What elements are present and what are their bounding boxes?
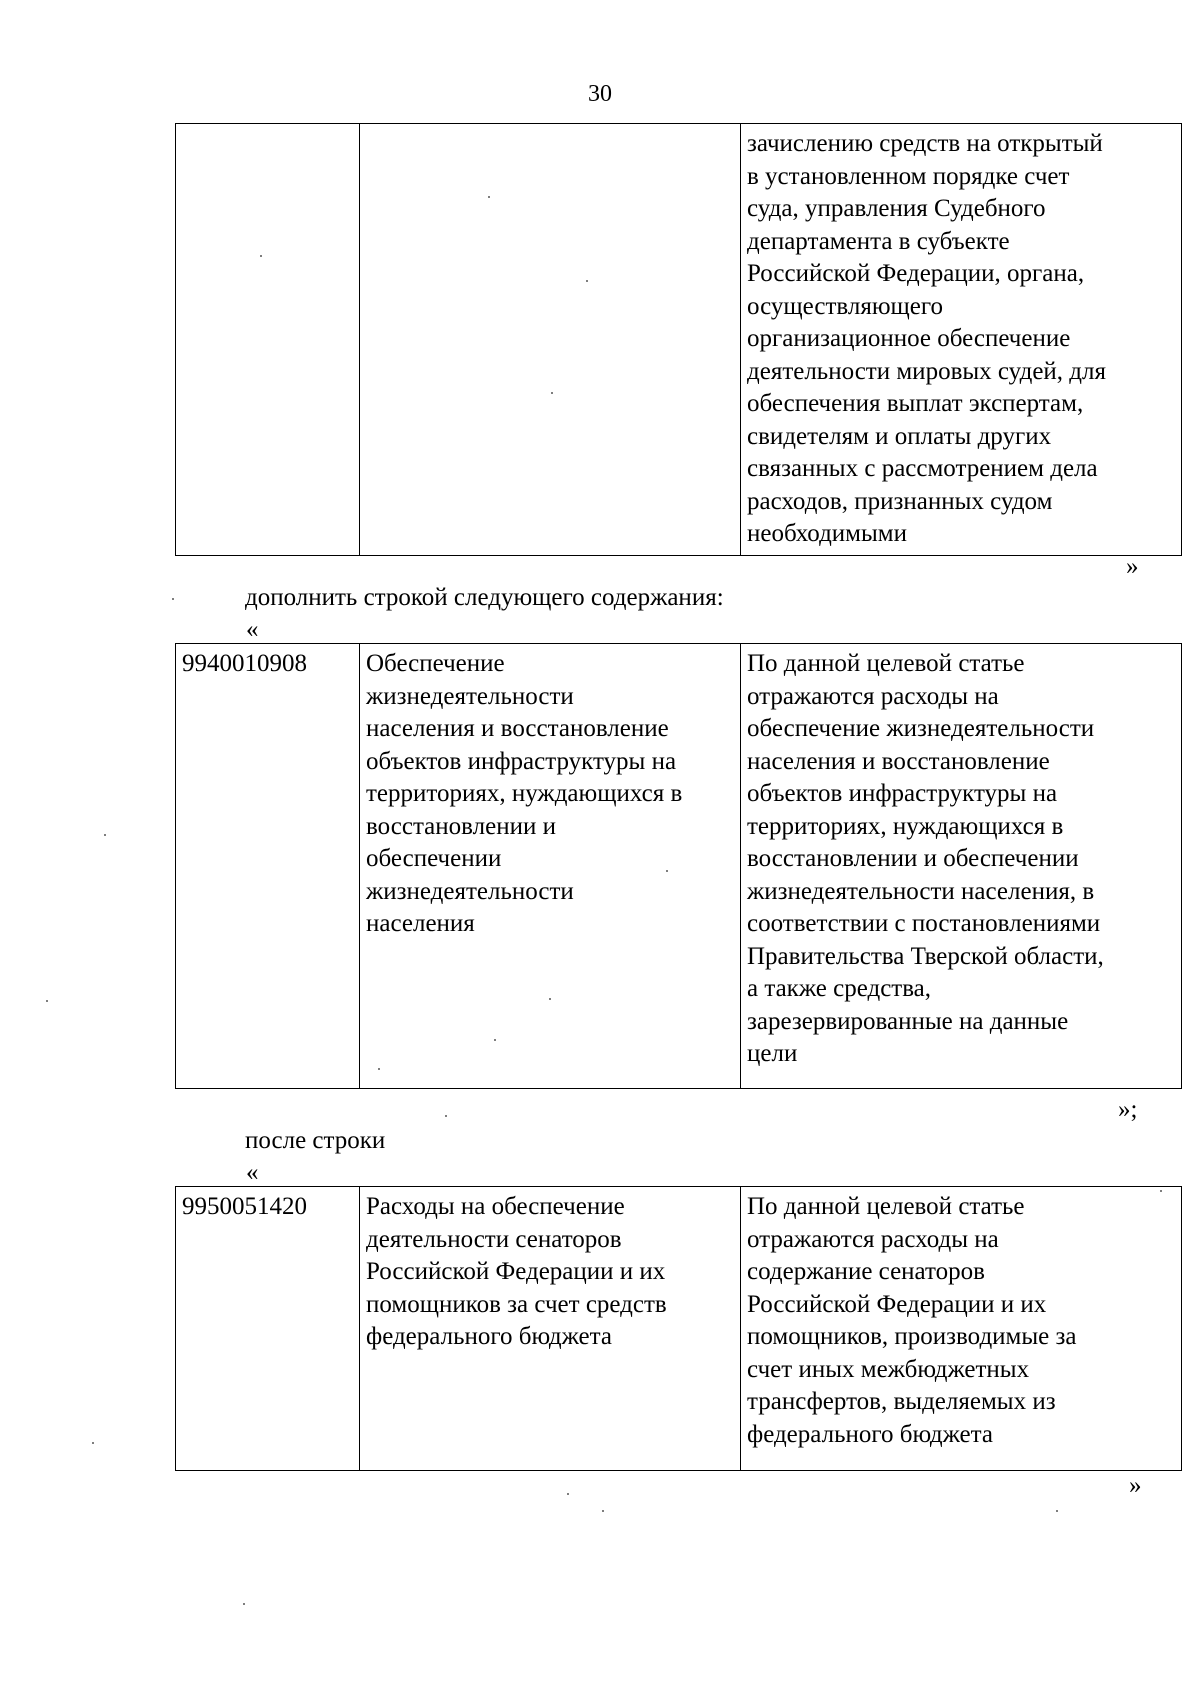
code-cell — [176, 124, 360, 556]
table-row — [176, 124, 1182, 556]
table-row — [176, 1187, 1182, 1471]
table-new-row — [175, 643, 1182, 1089]
code-cell — [176, 1187, 360, 1471]
scan-speck — [488, 196, 490, 198]
description-text: зачислению средств на открытый в установленном порядке счет суда, управления Судебного департамента в субъекте Российской Федерации, органа, осуществляющего организационное обеспечение деятельности мировых судей, для обеспечения выплат экспертам, свидетелям и оплаты других связанных с рассмотрением дела расходов, признанных судом необходимыми — [747, 130, 1106, 547]
scan-speck — [445, 1115, 447, 1117]
scan-speck — [378, 1068, 380, 1070]
name-text: Расходы на обеспечение деятельности сенаторов Российской Федерации и их помощников за счет средств федерального бюджета — [366, 1193, 667, 1350]
closing-quote: »; — [1118, 1096, 1138, 1123]
name-cell — [360, 124, 741, 556]
scan-speck — [602, 1510, 604, 1512]
table-reference-row — [175, 1186, 1182, 1471]
code-text: 9940010908 — [182, 650, 307, 677]
scan-speck — [666, 870, 668, 872]
scan-speck — [1160, 1190, 1162, 1192]
page-number: 30 — [588, 81, 612, 107]
closing-quote: » — [1129, 1472, 1142, 1499]
scan-speck — [586, 280, 588, 282]
table-row — [176, 644, 1182, 1089]
opening-quote: « — [246, 616, 259, 643]
scan-speck — [260, 255, 262, 257]
description-text: По данной целевой статье отражаются расходы на содержание сенаторов Российской Федерации и их помощников, производимые за счет иных межбюджетных трансфертов, выделяемых из федерального бюджета — [747, 1193, 1077, 1448]
name-text: Обеспечение жизнедеятельности населения и восстановление объектов инфраструктуры на территориях, нуждающихся в восстановлении и обеспечении жизнедеятельности населения — [366, 650, 683, 937]
scan-speck — [172, 598, 174, 600]
scan-speck — [494, 1039, 496, 1041]
description-text: По данной целевой статье отражаются расходы на обеспечение жизнедеятельности населения и восстановление объектов инфраструктуры на территориях, нуждающихся в восстановлении и обеспечении жизнедеятельности населения, в соответствии с постановлениями Правительства Тверской области, а также средства, зарезервированные на данные цели — [747, 650, 1104, 1067]
name-cell — [360, 644, 741, 1089]
instruction-add-line: дополнить строкой следующего содержания: — [245, 584, 724, 611]
scan-speck — [567, 1493, 569, 1495]
scan-speck — [549, 998, 551, 1000]
instruction-after-line: после строки — [245, 1127, 386, 1154]
closing-quote: » — [1126, 553, 1139, 580]
scan-speck — [46, 1000, 48, 1002]
description-cell — [741, 1187, 1182, 1471]
table-continuation — [175, 123, 1182, 556]
description-cell — [741, 124, 1182, 556]
scan-speck — [1056, 1510, 1058, 1512]
code-text: 9950051420 — [182, 1193, 307, 1220]
scan-speck — [243, 1603, 245, 1605]
opening-quote: « — [246, 1159, 259, 1186]
name-cell — [360, 1187, 741, 1471]
description-cell — [741, 644, 1182, 1089]
scan-speck — [104, 834, 106, 836]
code-cell — [176, 644, 360, 1089]
scan-speck — [92, 1442, 94, 1444]
scan-speck — [551, 392, 553, 394]
